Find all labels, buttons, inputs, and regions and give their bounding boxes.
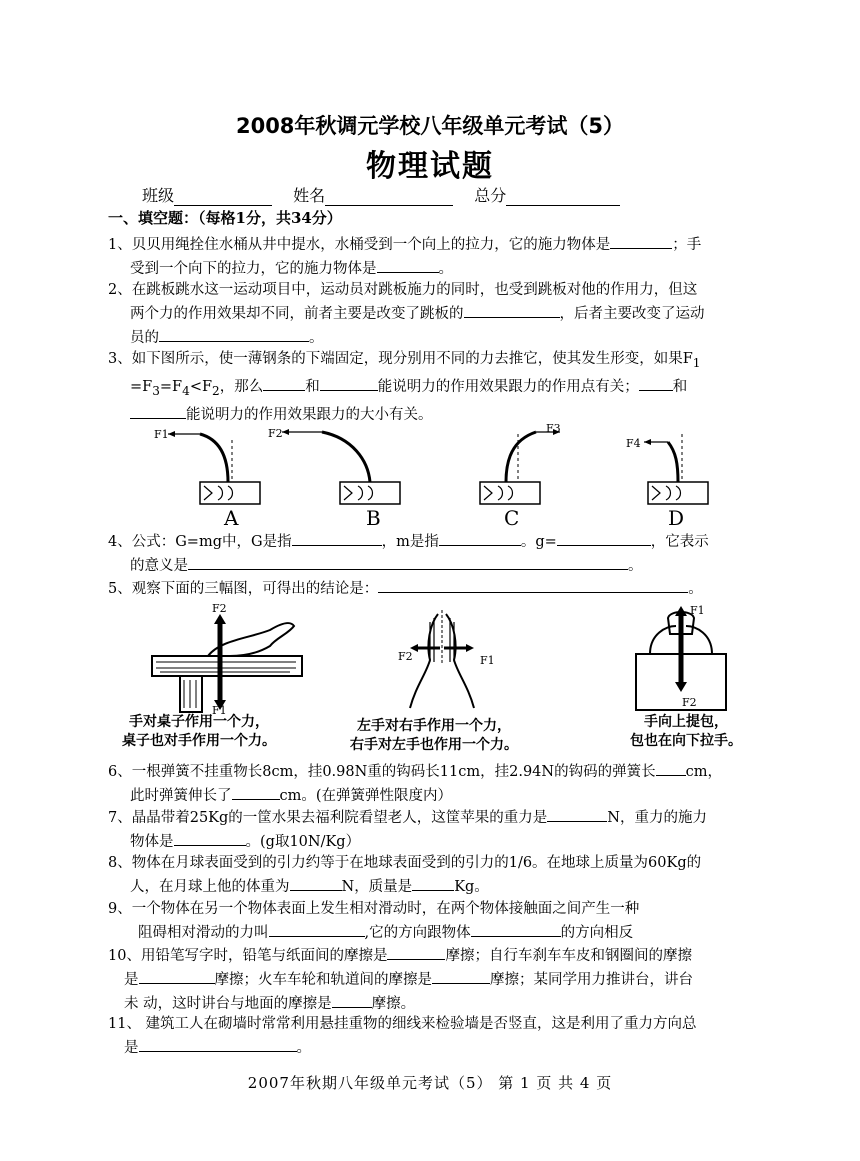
question-8: 8、物体在月球表面受到的引力约等于在地球表面受到的引力的1/6。在地球上质量为60Kg的 人，在月球上他的体重为 N，质量是 Kg。 xyxy=(108,855,702,895)
hand-on-table-drawing xyxy=(152,604,302,714)
blank xyxy=(439,530,521,546)
blank xyxy=(387,944,445,960)
question-3: 3、如下图所示，使一薄钢条的下端固定，现分别用不同的力去推它，使其发生形变，如果$F_1$ $=F_3=F_4<F_2$，那么 和 能说明力的作用效果跟力的作用点有关； 和 能说明力的作用效果跟力的大小有关。 xyxy=(108,351,701,423)
blank xyxy=(130,403,186,419)
figure-b xyxy=(268,427,400,530)
blank xyxy=(320,375,378,391)
question-11: 11、 建筑工人在砌墙时常常利用悬挂重物的细线来检验墙是否竖直，这是利用了重力方向总 是 。 xyxy=(108,1016,697,1056)
figure-label: A xyxy=(224,506,239,530)
question-7: 7、晶晶带着25Kg的一筐水果去福利院看望老人，这筐苹果的重力是 N，重力的施力 物体是 。(g取10N/Kg） xyxy=(108,806,758,854)
figure-label: C xyxy=(504,506,520,530)
score-blank xyxy=(506,188,620,206)
exam-subtitle: 物理试题 xyxy=(366,149,494,184)
force-label: F1 xyxy=(212,704,227,714)
force-label: F2 xyxy=(212,604,227,615)
blank xyxy=(188,554,628,570)
blank xyxy=(471,921,561,937)
question-5: 5、观察下面的三幅图，可得出的结论是： 。 xyxy=(108,577,758,601)
page-footer: 2007年秋期八年级单元考试（5） 第 1 页 共 4 页 xyxy=(247,1074,613,1092)
blank xyxy=(377,257,439,273)
caption-hand-bag: 手向上提包， 包也在向下拉手。 xyxy=(630,714,742,749)
score-label: 总分 xyxy=(474,186,507,205)
caption-hand-table: 手对桌子作用一个力， 桌子也对手作用一个力。 xyxy=(122,714,276,749)
student-info-line xyxy=(142,183,636,206)
blank xyxy=(432,968,490,984)
force-label: F1 xyxy=(690,604,705,617)
blank xyxy=(464,302,560,318)
question-1: 1、贝贝用绳拴住水桶从井中提水，水桶受到一个向上的拉力，它的施力物体是 ；手 受到一个向下的拉力，它的施力物体是 。 xyxy=(108,233,758,281)
blank xyxy=(412,875,454,891)
blank xyxy=(610,233,672,249)
blank xyxy=(290,875,342,891)
question-4: 4、公式：G=mg中，G是指 ，m是指 。g= ，它表示 的意义是 。 xyxy=(108,530,758,578)
blank xyxy=(269,921,365,937)
force-label: F1 xyxy=(480,654,495,667)
hands-pushing-drawing xyxy=(398,610,495,708)
question-6: 6、一根弹簧不挂重物长8cm，挂0.98N重的钩码长11cm，挂2.94N的钩码的弹簧长 cm， 此时弹簧伸长了 cm。(在弹簧弹性限度内） xyxy=(108,760,758,808)
blank xyxy=(139,1036,297,1052)
blank xyxy=(656,760,686,776)
blank xyxy=(292,530,382,546)
figure-label: B xyxy=(366,506,381,530)
force-label: F2 xyxy=(268,427,283,440)
force-label: F2 xyxy=(682,696,697,709)
question-9: 9、一个物体在另一个物体表面上发生相对滑动时，在两个物体接触面之间产生一种 阻碍相对滑动的力叫 ,它的方向跟物体 的方向相反 xyxy=(108,901,640,941)
name-blank xyxy=(325,188,453,206)
figure-label: D xyxy=(668,506,685,530)
exam-title: 2008年秋调元学校八年级单元考试（5） xyxy=(235,114,625,138)
blank xyxy=(332,992,372,1008)
figure-c xyxy=(480,422,561,530)
blank xyxy=(557,530,651,546)
blank xyxy=(159,326,309,342)
blank xyxy=(232,784,280,800)
blank xyxy=(639,375,673,391)
question-10: 10、用铅笔写字时，铅笔与纸面间的摩擦是 摩擦；自行车刹车车皮和钢圈间的摩擦 是 摩擦；火车车轮和轨道间的摩擦是 摩擦；某同学用力推讲台，讲台 未 动，这时讲台与地面的摩擦是 摩擦。 xyxy=(108,944,758,1016)
class-blank xyxy=(174,188,272,206)
figure-a xyxy=(154,428,260,530)
blank xyxy=(174,830,246,846)
force-label: F1 xyxy=(154,428,169,441)
figure-d xyxy=(626,434,708,530)
force-label: F3 xyxy=(546,422,561,435)
blank xyxy=(139,968,215,984)
name-label: 姓名 xyxy=(293,186,326,205)
class-label: 班级 xyxy=(142,186,175,205)
blank xyxy=(378,577,688,593)
section-heading: 一、填空题：（每格1分，共34分） xyxy=(108,209,342,227)
hand-lifting-bag-drawing xyxy=(636,604,726,710)
steel-strip-figure xyxy=(140,420,720,530)
question-2: 2、在跳板跳水这一运动项目中，运动员对跳板施力的同时，也受到跳板对他的作用力，但这 两个力的作用效果却不同，前者主要是改变了跳板的 ，后者主要改变了运动 员的 。 xyxy=(108,282,705,346)
action-reaction-figure xyxy=(130,604,770,714)
force-label: F4 xyxy=(626,437,641,450)
caption-two-hands: 左手对右手作用一个力， 右手对左手也作用一个力。 xyxy=(350,718,518,753)
force-label: F2 xyxy=(398,650,413,663)
blank xyxy=(263,375,305,391)
blank xyxy=(547,806,607,822)
